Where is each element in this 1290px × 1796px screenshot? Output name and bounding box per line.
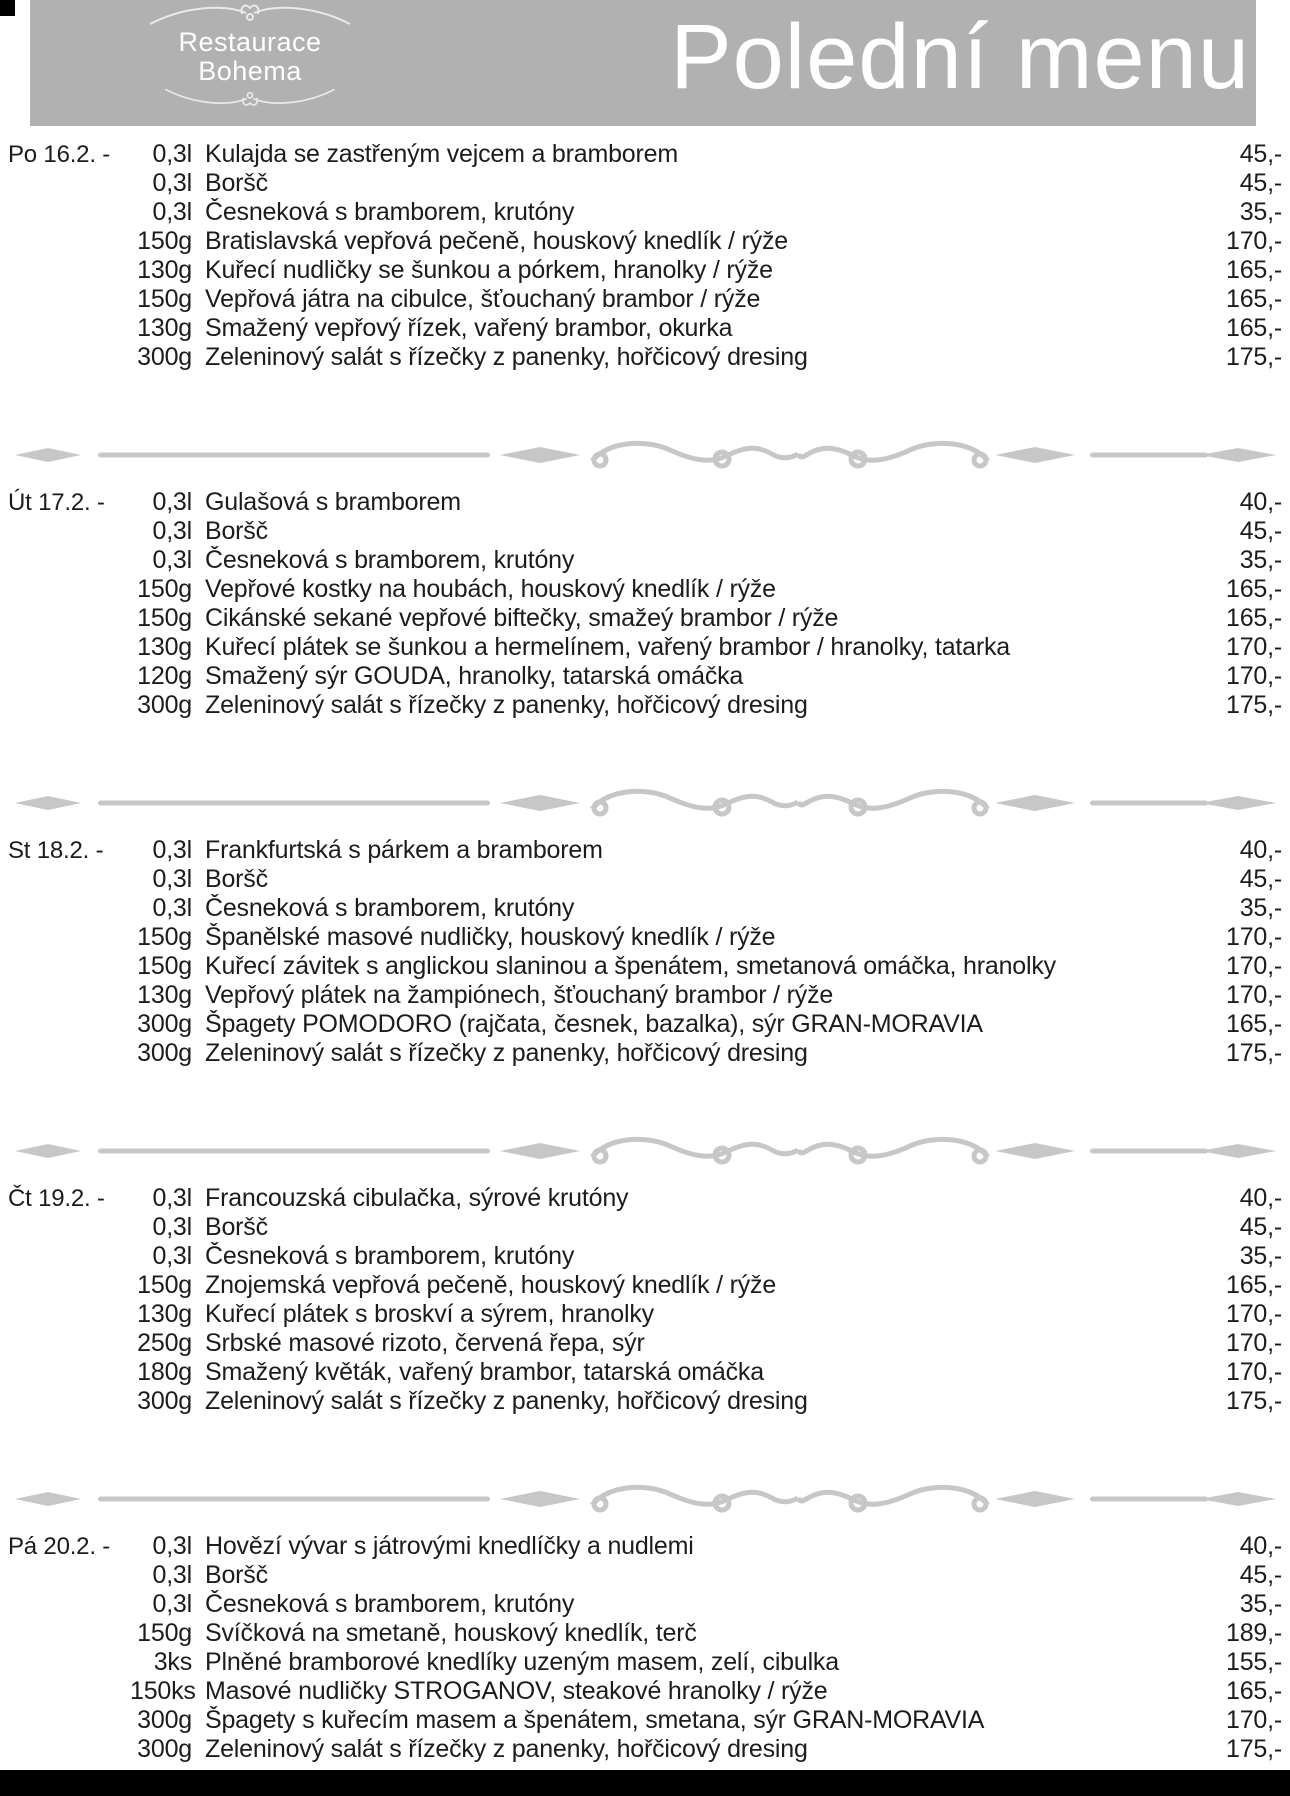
item-quantity: 0,3l [152, 169, 192, 197]
day-label [8, 575, 130, 604]
flourish-top-icon [130, 2, 370, 28]
item-price: 45,- [1239, 1561, 1282, 1589]
item-price: 35,- [1239, 546, 1282, 574]
item-price: 35,- [1239, 198, 1282, 226]
item-quantity: 150g [137, 1271, 192, 1299]
item-price: 165,- [1226, 575, 1282, 603]
menu-item-row [8, 1677, 1282, 1706]
item-name: Zeleninový salát s řízečky z panenky, hořčicový dresing [205, 691, 808, 719]
menu-item-row [8, 662, 1282, 691]
day-label [8, 952, 130, 981]
day-label [8, 865, 130, 894]
menu-item-row [8, 1300, 1282, 1329]
menu-item-row [8, 1271, 1282, 1300]
item-price: 45,- [1239, 865, 1282, 893]
item-quantity: 150g [137, 923, 192, 951]
item-name: Zeleninový salát s řízečky z panenky, hořčicový dresing [205, 1387, 808, 1415]
day-section [8, 488, 1282, 720]
divider-ornament-icon [10, 1134, 1280, 1168]
section-divider-ornament [10, 438, 1280, 472]
item-quantity: 130g [137, 1300, 192, 1328]
item-quantity: 0,3l [152, 836, 192, 864]
item-price: 155,- [1226, 1648, 1282, 1676]
menu-item-row [8, 952, 1282, 981]
menu-item-row [8, 633, 1282, 662]
item-name: Frankfurtská s párkem a bramborem [205, 836, 603, 864]
menu-item-row [8, 517, 1282, 546]
item-price: 40,- [1239, 1184, 1282, 1212]
day-label: Pá 20.2. - [8, 1533, 111, 1560]
menu-item-row [8, 169, 1282, 198]
item-price: 40,- [1239, 1532, 1282, 1560]
divider-ornament-icon [10, 1482, 1280, 1516]
item-name: Boršč [205, 865, 268, 893]
menu-item-row [8, 1039, 1282, 1068]
item-quantity: 180g [137, 1358, 192, 1386]
item-name: Česneková s bramborem, krutóny [205, 1590, 575, 1618]
day-label [8, 169, 130, 198]
day-label [8, 1271, 130, 1300]
section-divider-ornament [10, 1482, 1280, 1516]
item-name: Španělské masové nudličky, houskový knedlík / rýže [205, 923, 776, 951]
item-quantity: 0,3l [152, 517, 192, 545]
day-label: Út 17.2. - [8, 489, 105, 516]
item-price: 175,- [1226, 1735, 1282, 1763]
item-quantity: 130g [137, 981, 192, 1009]
day-label [8, 1590, 130, 1619]
item-name: Svíčková na smetaně, houskový knedlík, terč [205, 1619, 697, 1647]
item-price: 165,- [1226, 1010, 1282, 1038]
menu-item-row [8, 836, 1282, 865]
day-label [8, 1213, 130, 1242]
menu-item-row [8, 1532, 1282, 1561]
item-price: 45,- [1239, 140, 1282, 168]
item-quantity: 150g [137, 285, 192, 313]
item-price: 165,- [1226, 256, 1282, 284]
item-quantity: 150g [137, 1619, 192, 1647]
item-price: 170,- [1226, 227, 1282, 255]
item-quantity: 300g [137, 1735, 192, 1763]
item-quantity: 0,3l [152, 1242, 192, 1270]
item-quantity: 150g [137, 575, 192, 603]
item-price: 165,- [1226, 314, 1282, 342]
item-price: 189,- [1226, 1619, 1282, 1647]
menu-header [30, 0, 1256, 126]
item-price: 170,- [1226, 1329, 1282, 1357]
item-name: Kulajda se zastřeným vejcem a bramborem [205, 140, 678, 168]
divider-ornament-icon [10, 438, 1280, 472]
menu-item-row [8, 488, 1282, 517]
item-name: Česneková s bramborem, krutóny [205, 1242, 575, 1270]
menu-item-row [8, 1619, 1282, 1648]
item-price: 35,- [1239, 1590, 1282, 1618]
item-quantity: 0,3l [152, 1184, 192, 1212]
day-label: Čt 19.2. - [8, 1185, 105, 1212]
day-label [8, 894, 130, 923]
day-section [8, 1184, 1282, 1416]
day-label [8, 1706, 130, 1735]
page-title: Polední menu [670, 6, 1250, 108]
day-label [8, 1300, 130, 1329]
scan-bottom-bar [0, 1770, 1290, 1796]
item-quantity: 0,3l [152, 546, 192, 574]
item-price: 170,- [1226, 1706, 1282, 1734]
item-quantity: 150g [137, 952, 192, 980]
menu-item-row [8, 691, 1282, 720]
item-price: 165,- [1226, 1677, 1282, 1705]
item-name: Francouzská cibulačka, sýrové krutóny [205, 1184, 629, 1212]
item-quantity: 0,3l [152, 140, 192, 168]
item-price: 35,- [1239, 1242, 1282, 1270]
item-price: 165,- [1226, 285, 1282, 313]
item-price: 45,- [1239, 1213, 1282, 1241]
menu-item-row [8, 140, 1282, 169]
item-name: Boršč [205, 517, 268, 545]
item-quantity: 300g [137, 691, 192, 719]
menu-item-row [8, 1561, 1282, 1590]
menu-item-row [8, 1590, 1282, 1619]
item-name: Vepřový plátek na žampiónech, šťouchaný brambor / rýže [205, 981, 834, 1009]
day-label [8, 1561, 130, 1590]
menu-item-row [8, 894, 1282, 923]
item-quantity: 150g [137, 604, 192, 632]
day-label [8, 604, 130, 633]
item-quantity: 130g [137, 256, 192, 284]
menu-item-row [8, 198, 1282, 227]
item-name: Hovězí vývar s játrovými knedlíčky a nudlemi [205, 1532, 694, 1560]
item-name: Zeleninový salát s řízečky z panenky, hořčicový dresing [205, 1039, 808, 1067]
day-section [8, 836, 1282, 1068]
day-label [8, 546, 130, 575]
day-label [8, 1677, 130, 1706]
day-label [8, 981, 130, 1010]
item-price: 45,- [1239, 169, 1282, 197]
day-label [8, 691, 130, 720]
day-label [8, 1242, 130, 1271]
item-price: 175,- [1226, 1387, 1282, 1415]
item-price: 170,- [1226, 1358, 1282, 1386]
item-quantity: 300g [137, 1039, 192, 1067]
item-name: Kuřecí závitek s anglickou slaninou a špenátem, smetanová omáčka, hranolky [205, 952, 1056, 980]
item-name: Smažený sýr GOUDA, hranolky, tatarská omáčka [205, 662, 744, 690]
item-quantity: 0,3l [152, 1590, 192, 1618]
day-label [8, 198, 130, 227]
item-price: 175,- [1226, 343, 1282, 371]
item-name: Kuřecí plátek s broskví a sýrem, hranolky [205, 1300, 654, 1328]
item-name: Kuřecí nudličky se šunkou a pórkem, hranolky / rýže [205, 256, 773, 284]
divider-ornament-icon [10, 786, 1280, 820]
item-name: Smažený květák, vařený brambor, tatarská omáčka [205, 1358, 764, 1386]
day-label [8, 314, 130, 343]
menu-item-row [8, 1358, 1282, 1387]
item-name: Boršč [205, 169, 268, 197]
flourish-bottom-icon [130, 86, 370, 108]
section-divider-ornament [10, 1134, 1280, 1168]
item-name: Vepřové kostky na houbách, houskový knedlík / rýže [205, 575, 776, 603]
item-price: 170,- [1226, 952, 1282, 980]
item-name: Boršč [205, 1213, 268, 1241]
day-label [8, 1010, 130, 1039]
item-name: Srbské masové rizoto, červená řepa, sýr [205, 1329, 645, 1357]
item-name: Česneková s bramborem, krutóny [205, 894, 575, 922]
item-quantity: 0,3l [152, 865, 192, 893]
item-quantity: 150ks [130, 1677, 196, 1705]
menu-item-row [8, 1706, 1282, 1735]
item-price: 45,- [1239, 517, 1282, 545]
item-name: Špagety POMODORO (rajčata, česnek, bazalka), sýr GRAN-MORAVIA [205, 1010, 983, 1038]
item-name: Kuřecí plátek se šunkou a hermelínem, vařený brambor / hranolky, tatarka [205, 633, 1010, 661]
item-name: Plněné bramborové knedlíky uzeným masem, zelí, cibulka [205, 1648, 839, 1676]
menu-item-row [8, 981, 1282, 1010]
item-price: 170,- [1226, 981, 1282, 1009]
day-label [8, 1358, 130, 1387]
day-label [8, 517, 130, 546]
menu-item-row [8, 1735, 1282, 1764]
menu-item-row [8, 314, 1282, 343]
item-quantity: 0,3l [152, 198, 192, 226]
day-section [8, 1532, 1282, 1764]
item-price: 40,- [1239, 836, 1282, 864]
day-label [8, 256, 130, 285]
item-name: Masové nudličky STROGANOV, steakové hranolky / rýže [205, 1677, 828, 1705]
item-price: 165,- [1226, 1271, 1282, 1299]
item-quantity: 120g [137, 662, 192, 690]
item-name: Cikánské sekané vepřové biftečky, smažeý brambor / rýže [205, 604, 839, 632]
day-label [8, 285, 130, 314]
scan-corner-artifact [0, 0, 15, 16]
item-quantity: 130g [137, 314, 192, 342]
item-quantity: 3ks [153, 1648, 192, 1676]
item-quantity: 300g [137, 1010, 192, 1038]
item-name: Gulašová s bramborem [205, 488, 461, 516]
day-label [8, 1329, 130, 1358]
menu-item-row [8, 604, 1282, 633]
day-label [8, 1735, 130, 1764]
menu-item-row [8, 1010, 1282, 1039]
menu-item-row [8, 1648, 1282, 1677]
menu-item-row [8, 546, 1282, 575]
item-quantity: 150g [137, 227, 192, 255]
item-price: 170,- [1226, 662, 1282, 690]
item-name: Smažený vepřový řízek, vařený brambor, okurka [205, 314, 733, 342]
item-quantity: 300g [137, 1387, 192, 1415]
item-quantity: 0,3l [152, 1561, 192, 1589]
menu-item-row [8, 1242, 1282, 1271]
item-quantity: 0,3l [152, 488, 192, 516]
item-price: 35,- [1239, 894, 1282, 922]
item-name: Bratislavská vepřová pečeně, houskový knedlík / rýže [205, 227, 788, 255]
item-price: 170,- [1226, 923, 1282, 951]
item-name: Vepřová játra na cibulce, šťouchaný brambor / rýže [205, 285, 761, 313]
day-label [8, 343, 130, 372]
day-label [8, 1039, 130, 1068]
day-label [8, 662, 130, 691]
day-label: St 18.2. - [8, 837, 104, 864]
item-name: Česneková s bramborem, krutóny [205, 546, 575, 574]
menu-item-row [8, 865, 1282, 894]
menu-item-row [8, 923, 1282, 952]
item-quantity: 0,3l [152, 894, 192, 922]
item-quantity: 0,3l [152, 1532, 192, 1560]
menu-item-row [8, 285, 1282, 314]
item-price: 170,- [1226, 633, 1282, 661]
item-quantity: 130g [137, 633, 192, 661]
menu-item-row [8, 1184, 1282, 1213]
day-section [8, 140, 1282, 372]
item-price: 165,- [1226, 604, 1282, 632]
item-name: Znojemská vepřová pečeně, houskový knedlík / rýže [205, 1271, 777, 1299]
day-label [8, 1648, 130, 1677]
item-name: Zeleninový salát s řízečky z panenky, hořčicový dresing [205, 343, 808, 371]
menu-item-row [8, 256, 1282, 285]
item-name: Zeleninový salát s řízečky z panenky, hořčicový dresing [205, 1735, 808, 1763]
menu-item-row [8, 575, 1282, 604]
item-price: 170,- [1226, 1300, 1282, 1328]
item-quantity: 250g [137, 1329, 192, 1357]
item-quantity: 0,3l [152, 1213, 192, 1241]
item-name: Boršč [205, 1561, 268, 1589]
menu-item-row [8, 1329, 1282, 1358]
item-quantity: 300g [137, 343, 192, 371]
day-label [8, 633, 130, 662]
section-divider-ornament [10, 786, 1280, 820]
menu-item-row [8, 1387, 1282, 1416]
day-label: Po 16.2. - [8, 141, 111, 168]
day-label [8, 1387, 130, 1416]
menu-item-row [8, 227, 1282, 256]
item-quantity: 300g [137, 1706, 192, 1734]
day-label [8, 227, 130, 256]
menu-item-row [8, 1213, 1282, 1242]
menu-days [8, 140, 1282, 1764]
menu-item-row [8, 343, 1282, 372]
day-label [8, 1619, 130, 1648]
day-label [8, 923, 130, 952]
item-name: Česneková s bramborem, krutóny [205, 198, 575, 226]
restaurant-name-line1: Restaurace [178, 27, 322, 57]
restaurant-name-line2: Bohema [198, 56, 302, 86]
item-price: 175,- [1226, 691, 1282, 719]
item-name: Špagety s kuřecím masem a špenátem, smetana, sýr GRAN-MORAVIA [205, 1706, 985, 1734]
restaurant-logo [108, 2, 392, 108]
item-price: 40,- [1239, 488, 1282, 516]
item-price: 175,- [1226, 1039, 1282, 1067]
